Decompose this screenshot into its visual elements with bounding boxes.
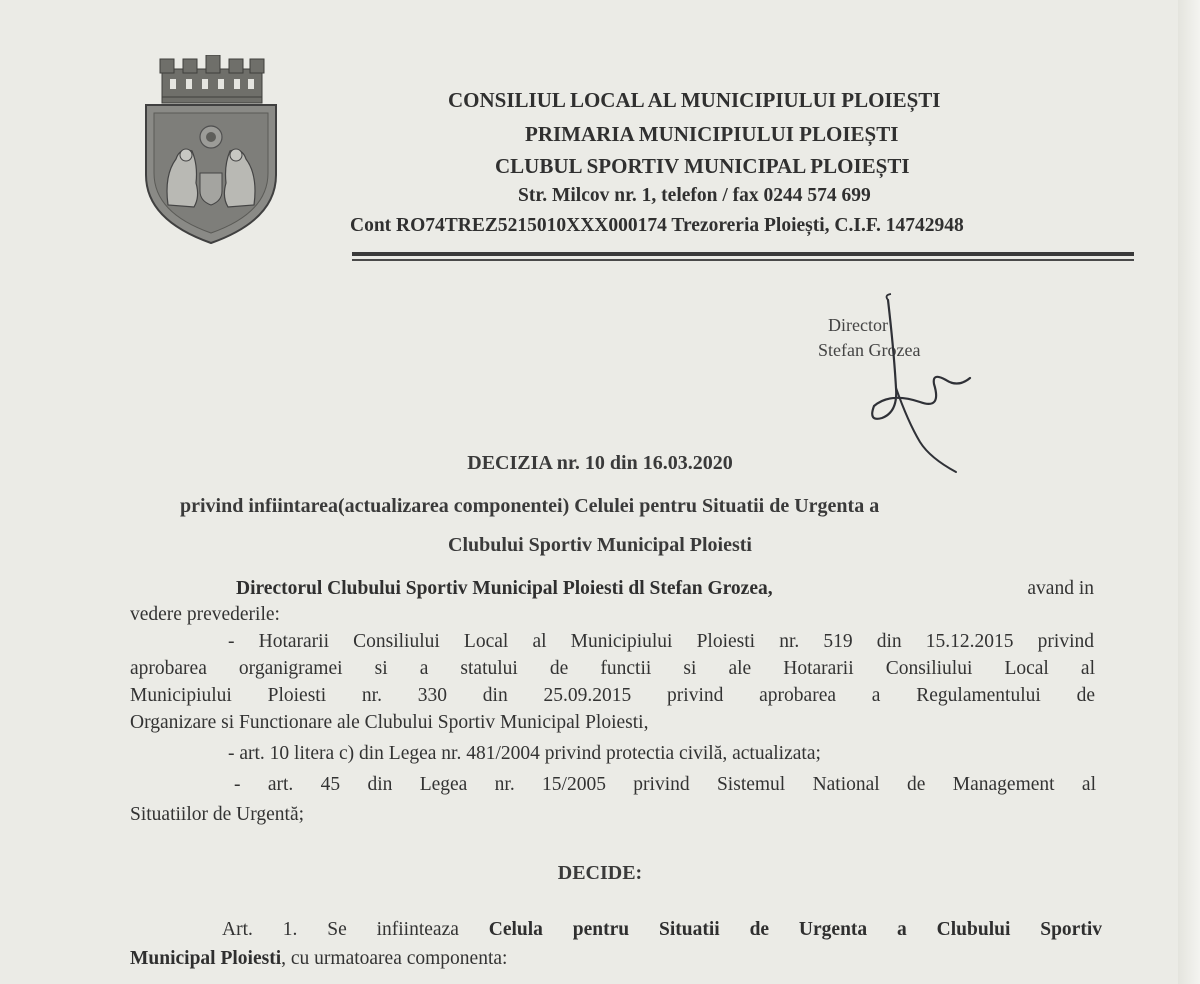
art1-line1 [222, 917, 1102, 943]
art1-bold2: Municipal Ploiesti [130, 948, 282, 969]
decision-title: DECIZIA nr. 10 din 16.03.2020 [467, 452, 733, 474]
header-line-address: Str. Milcov nr. 1, telefon / fax 0244 574 699 [518, 185, 871, 206]
header-line-city-hall: PRIMARIA MUNICIPIULUI PLOIEȘTI [525, 122, 899, 146]
handwritten-signature-icon [860, 292, 990, 477]
preamble-item1-line3: Municipiului Ploiesti nr. 330 din 25.09.2015 privind aprobarea a Regulamentului de [130, 685, 1095, 706]
preamble-item1-line1: - Hotararii Consiliului Local al Municipiului Ploiesti nr. 519 din 15.12.2015 privind [228, 631, 1094, 652]
preamble-item1-line2: aprobarea organigramei si a statului de functii si ale Hotararii Consiliului Local al [130, 658, 1095, 679]
header-line-club: CLUBUL SPORTIV MUNICIPAL PLOIEȘTI [495, 154, 910, 178]
decide-heading: DECIDE: [557, 862, 643, 884]
art1-rest: , cu urmatoarea componenta: [281, 948, 508, 969]
preamble-line2: vedere prevederile: [130, 604, 280, 625]
preamble-lead-bold: Directorul Clubului Sportiv Municipal Ploiesti dl Stefan Grozea, [236, 578, 773, 599]
coat-of-arms-icon [140, 55, 282, 245]
preamble-lead-rest: avand in [1027, 578, 1094, 599]
art1-prefix: Art. 1. Se infiinteaza [222, 919, 459, 940]
art1-bold1: Celula pentru Situatii de Urgenta a Clubului Sportiv [488, 919, 1103, 940]
art1-line2 [130, 946, 1095, 972]
header-line-account: Cont RO74TREZ5215010XXX000174 Trezoreria Ploiești, C.I.F. 14742948 [350, 215, 964, 236]
header-rule-thin [352, 259, 1134, 261]
paper-edge [1178, 0, 1200, 984]
signatory-name: Stefan Grozea [818, 340, 921, 360]
preamble-item2: - art. 10 litera c) din Legea nr. 481/2004 privind protectia civilă, actualizata; [228, 743, 821, 764]
header-line-council: CONSILIUL LOCAL AL MUNICIPIULUI PLOIEȘTI [448, 88, 941, 112]
preamble-item3-line1: - art. 45 din Legea nr. 15/2005 privind Sistemul National de Management al [234, 774, 1096, 795]
preamble-lead [236, 576, 1094, 602]
preamble-item1-line4: Organizare si Functionare ale Clubului Sportiv Municipal Ploiesti, [130, 712, 649, 733]
signatory-role: Director [828, 315, 888, 335]
preamble-item3-line2: Situatiilor de Urgentă; [130, 804, 305, 825]
header-rule-thick [352, 252, 1134, 256]
decision-subtitle-line1: privind infiintarea(actualizarea componentei) Celulei pentru Situatii de Urgenta a [180, 495, 880, 517]
decision-subtitle-line2: Clubului Sportiv Municipal Ploiesti [448, 534, 752, 556]
